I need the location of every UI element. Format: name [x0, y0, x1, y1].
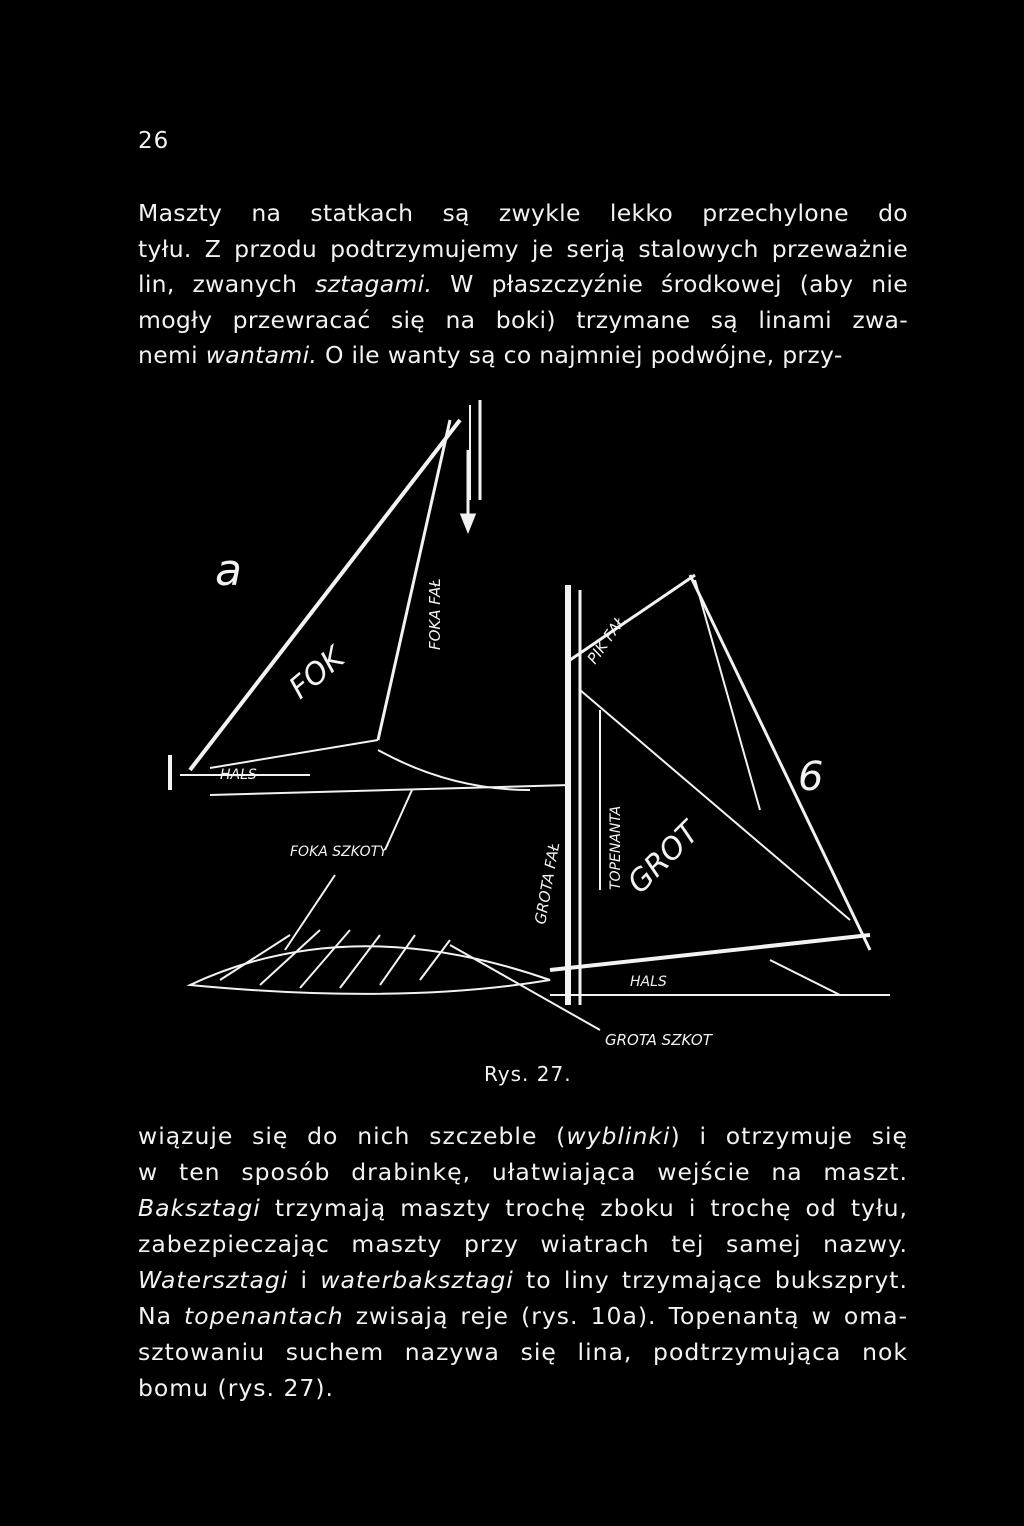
- figure-rys-27: [150, 390, 910, 1090]
- text-line: lin, zwanych sztagami. W płaszczyźnie środkowej (aby nie: [138, 270, 908, 298]
- text-line: sztowaniu suchem nazywa się lina, podtrzymująca nok: [138, 1338, 908, 1366]
- boom: [550, 935, 870, 970]
- label-fok: FOK: [282, 640, 352, 707]
- text-line: tyłu. Z przodu podtrzymujemy je serją stalowych przeważnie: [138, 234, 908, 263]
- page-number: 26: [138, 128, 170, 154]
- label-b: 6: [798, 754, 824, 800]
- text-line: Na topenantach zwisają reje (rys. 10a). Topenantą w oma-: [138, 1302, 909, 1330]
- label-hals-right: HALS: [630, 974, 667, 990]
- paragraph-2: [138, 1118, 908, 1406]
- text-line: wiązuje się do nich szczeble (wyblinki) i otrzymuje się: [138, 1122, 909, 1150]
- label-a: a: [215, 545, 242, 596]
- text-line: Baksztagi trzymają maszty trochę zboku i trochę od tyłu,: [138, 1194, 908, 1222]
- text-line: Maszty na statkach są zwykle lekko przechylone do: [138, 199, 908, 227]
- label-grot: GROT: [620, 815, 707, 901]
- label-pik-fal: PIK FAŁ: [583, 612, 630, 668]
- text-line: zabezpieczając maszty przy wiatrach tej samej nazwy.: [138, 1230, 908, 1258]
- figure-caption: Rys. 27.: [484, 1062, 572, 1086]
- label-topenanta: TOPENANTA: [608, 805, 624, 890]
- paragraph-1: [138, 196, 908, 374]
- text-line: Watersztagi i waterbaksztagi to liny trzymające bukszpryt.: [138, 1266, 908, 1294]
- text-line: mogły przewracać się na boki) trzymane są linami zwa-: [138, 305, 908, 334]
- label-hals-left: HALS: [220, 767, 257, 783]
- label-grota-szkot: GROTA SZKOT: [605, 1031, 712, 1049]
- text-line: bomu (rys. 27).: [138, 1374, 335, 1402]
- grota-szkot-line: [450, 945, 600, 1030]
- text-line: nemi wantami. O ile wanty są co najmniej podwójne, przy-: [138, 341, 843, 369]
- text-line: w ten sposób drabinkę, ułatwiająca wejście na maszt.: [138, 1158, 908, 1186]
- label-grota-fal: GROTA FAŁ: [531, 840, 564, 926]
- gaff: [570, 575, 695, 660]
- rigging-illustration: [150, 390, 910, 1090]
- label-foka-fal: FOKA FAŁ: [426, 578, 444, 650]
- grot-leech: [690, 575, 870, 950]
- label-foka-szkoty: FOKA SZKOTY: [290, 844, 388, 860]
